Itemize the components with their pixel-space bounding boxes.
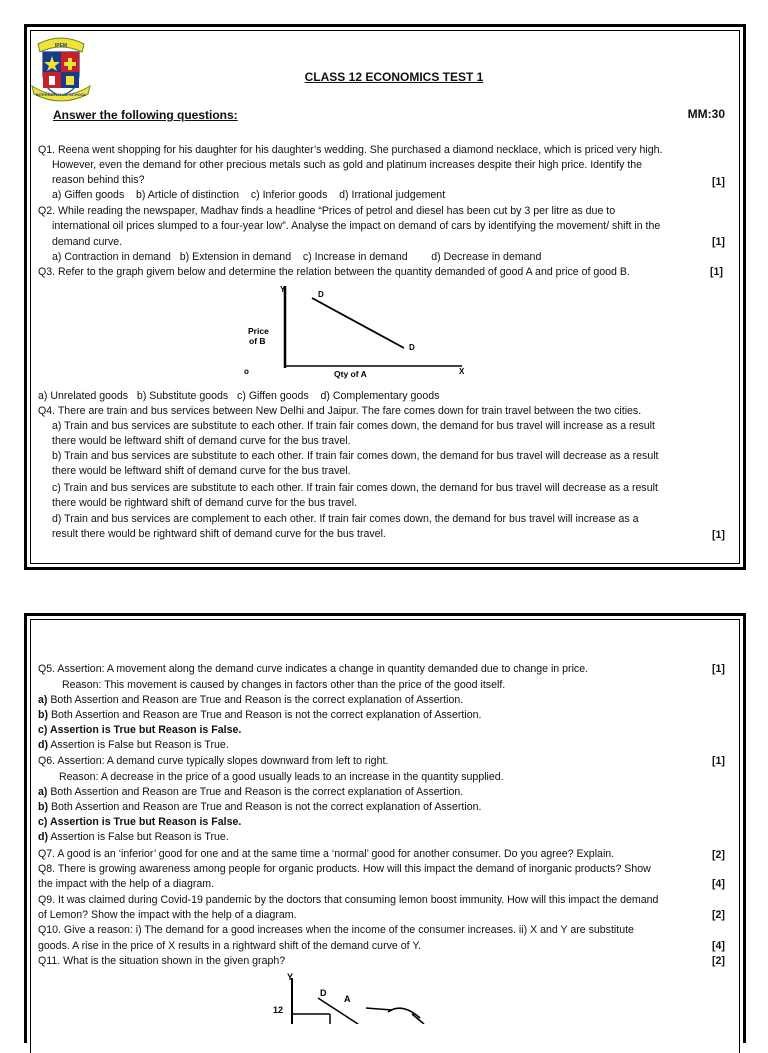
q5-option-b: b) Both Assertion and Reason are True and Reason is not the correct explanation of Assertion. <box>38 709 482 721</box>
q4-option-d-line-1: d) Train and bus services are complement to each other. If train fair comes down, the demand for bus travel will increase as a <box>52 513 639 525</box>
q5-marks: [1] <box>712 663 725 675</box>
q11-curve-a-label: A <box>344 994 351 1004</box>
q3-x-label: X <box>459 367 465 376</box>
q8-marks: [4] <box>712 878 725 890</box>
q10-line-2: goods. A rise in the price of X results in a rightward shift of the demand curve of Y. <box>38 940 421 952</box>
max-marks: MM:30 <box>687 107 725 121</box>
svg-text:INTERNATIONAL SCHOOL: INTERNATIONAL SCHOOL <box>35 92 87 97</box>
q8-line-2: the impact with the help of a diagram. <box>38 878 215 890</box>
q3-curve-top-label: D <box>318 290 324 299</box>
q3-y-label: Y <box>280 285 286 294</box>
q7-line-1: Q7. A good is an ‘inferior’ good for one and at the same time a ‘normal’ good for another consumer. Do you agree? Explain. <box>38 848 615 860</box>
q9-line-2: of Lemon? Show the impact with the help of a diagram. <box>38 909 297 921</box>
q3-price-label-1: Price <box>248 326 269 336</box>
q1-marks: [1] <box>712 176 725 188</box>
q2-line-2: international oil prices slumped to a four-year low”. Analyse the impact on demand of cars by identifying the movement/ shift in the <box>52 220 661 232</box>
school-logo <box>30 34 92 102</box>
q2-line-1: Q2. While reading the newspaper, Madhav finds a headline “Prices of petrol and diesel has been cut by 3 per litre as due to <box>38 205 616 217</box>
q5-option-d: d) Assertion is False but Reason is True. <box>38 739 229 751</box>
q4-option-d-line-2: result there would be rightward shift of demand curve for the bus travel. <box>52 528 386 540</box>
q2-marks: [1] <box>712 236 725 248</box>
q7-marks: [2] <box>712 849 725 861</box>
q5-option-c: c) Assertion is True but Reason is False. <box>38 724 242 736</box>
q11-arrow-shaft <box>366 1008 392 1010</box>
q4-option-b-line-2: there would be leftward shift of demand curve for the bus travel. <box>52 465 351 477</box>
q6-reason: Reason: A decrease in the price of a good usually leads to an increase in the quantity supplied. <box>59 771 504 783</box>
q9-marks: [2] <box>712 909 725 921</box>
q4-option-a-line-1: a) Train and bus services are substitute to each other. If train fair comes down, the demand for bus travel will increase as a result <box>52 420 655 432</box>
q11-line-1: Q11. What is the situation shown in the given graph? <box>38 955 286 967</box>
q5-reason: Reason: This movement is caused by changes in factors other than the price of the good itself. <box>62 679 506 691</box>
q4-option-c-line-1: c) Train and bus services are substitute to each other. If train fair comes down, the demand for bus travel will decrease as a result <box>52 482 658 494</box>
q3-curve-bottom-label: D <box>409 343 415 352</box>
q6-option-d: d) Assertion is False but Reason is True. <box>38 831 229 843</box>
q11-tick-12: 12 <box>273 1005 284 1015</box>
q6-assertion: Q6. Assertion: A demand curve typically slopes downward from left to right. <box>38 755 389 767</box>
q3-qty-label: Qty of A <box>334 369 367 379</box>
q5-assertion: Q5. Assertion: A movement along the demand curve indicates a change in quantity demanded due to change in price. <box>38 663 589 675</box>
svg-text:IPEM: IPEM <box>54 43 68 49</box>
test-title: CLASS 12 ECONOMICS TEST 1 <box>304 70 484 84</box>
q11-marks: [2] <box>712 955 725 967</box>
instructions-heading: Answer the following questions: <box>53 108 238 122</box>
q6-option-a: a) Both Assertion and Reason are True and Reason is the correct explanation of Assertion. <box>38 786 464 798</box>
q3-options: a) Unrelated goods b) Substitute goods c) Giffen goods d) Complementary goods <box>38 390 440 402</box>
q6-marks: [1] <box>712 755 725 767</box>
q4-option-a-line-2: there would be leftward shift of demand curve for the bus travel. <box>52 435 351 447</box>
q2-options: a) Contraction in demand b) Extension in demand c) Increase in demand d) Decrease in demand <box>52 251 542 263</box>
q1-line-1: Q1. Reena went shopping for his daughter for his daughter’s wedding. She purchased a diamond necklace, which is priced very high. <box>38 144 663 156</box>
q11-y-label: Y <box>287 972 294 982</box>
q11-demand-curve <box>318 998 358 1024</box>
q4-marks: [1] <box>712 529 725 541</box>
q4-option-b-line-1: b) Train and bus services are substitute to each other. If train fair comes down, the demand for bus travel will decrease as a result <box>52 450 659 462</box>
q3-demand-curve <box>312 298 404 348</box>
q3-price-label-2: of B <box>249 336 266 346</box>
q3-line-1: Q3. Refer to the graph givem below and determine the relation between the quantity demanded of good A and price of good B. <box>38 266 630 278</box>
q9-line-1: Q9. It was claimed during Covid-19 pandemic by the doctors that consuming lemon boost immunity. How will this impact the demand <box>38 894 659 906</box>
q3-demand-graph <box>240 282 470 382</box>
q3-origin-label: o <box>244 367 249 376</box>
q8-line-1: Q8. There is growing awareness among people for organic products. How will this impact the demand of inorganic products? Show <box>38 863 651 875</box>
q1-line-3: reason behind this? <box>52 174 145 186</box>
q11-graph <box>260 968 440 1024</box>
q1-line-2: However, even the demand for other precious metals such as gold and platinum increases despite their high price. Identify the <box>52 159 643 171</box>
q2-line-3: demand curve. <box>52 236 123 248</box>
q10-marks: [4] <box>712 940 725 952</box>
q6-option-c: c) Assertion is True but Reason is False. <box>38 816 242 828</box>
q4-option-c-line-2: there would be rightward shift of demand curve for the bus travel. <box>52 497 358 509</box>
q11-arrow-head <box>388 1008 424 1024</box>
q3-marks: [1] <box>710 266 723 278</box>
q5-option-a: a) Both Assertion and Reason are True and Reason is the correct explanation of Assertion. <box>38 694 464 706</box>
q4-line-1: Q4. There are train and bus services between New Delhi and Jaipur. The fare comes down for train travel between the two cities. <box>38 405 642 417</box>
q6-option-b: b) Both Assertion and Reason are True and Reason is not the correct explanation of Assertion. <box>38 801 482 813</box>
q1-options: a) Giffen goods b) Article of distinction c) Inferior goods d) Irrational judgement <box>52 189 446 201</box>
q11-curve-d-label: D <box>320 988 327 998</box>
q10-line-1: Q10. Give a reason: i) The demand for a good increases when the income of the consumer increases. ii) X and Y are substitute <box>38 924 634 936</box>
